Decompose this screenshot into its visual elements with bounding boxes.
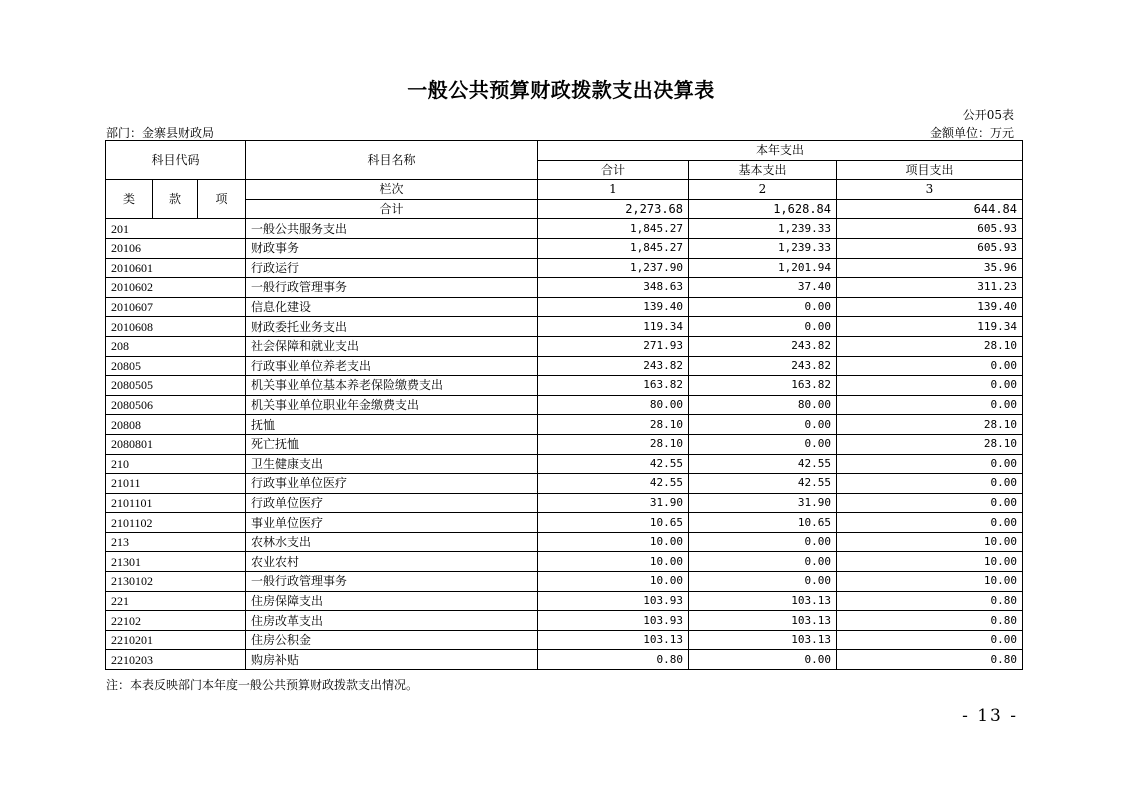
table-row bbox=[106, 513, 1023, 533]
row-total: 103.13 bbox=[538, 630, 689, 650]
row-basic: 0.00 bbox=[689, 434, 837, 454]
row-total: 119.34 bbox=[538, 317, 689, 337]
table-row bbox=[106, 278, 1023, 298]
row-basic: 0.00 bbox=[689, 532, 837, 552]
row-code: 201 bbox=[106, 219, 246, 239]
total-row-label: 合计 bbox=[246, 199, 538, 219]
row-total: 1,237.90 bbox=[538, 258, 689, 278]
row-project: 0.00 bbox=[837, 513, 1023, 533]
row-project: 35.96 bbox=[837, 258, 1023, 278]
table-row bbox=[106, 238, 1023, 258]
row-basic: 80.00 bbox=[689, 395, 837, 415]
row-code: 2010608 bbox=[106, 317, 246, 337]
table-note: 注：本表反映部门本年度一般公共预算财政拨款支出情况。 bbox=[106, 678, 419, 692]
row-basic: 37.40 bbox=[689, 278, 837, 298]
row-project: 605.93 bbox=[837, 219, 1023, 239]
row-code: 2210203 bbox=[106, 650, 246, 670]
total-row-basic: 1,628.84 bbox=[689, 199, 837, 219]
row-code: 213 bbox=[106, 532, 246, 552]
row-code: 210 bbox=[106, 454, 246, 474]
row-code: 2130102 bbox=[106, 572, 246, 592]
header-total: 合计 bbox=[538, 160, 689, 180]
row-basic: 0.00 bbox=[689, 297, 837, 317]
row-total: 10.00 bbox=[538, 552, 689, 572]
table-row bbox=[106, 219, 1023, 239]
form-number: 公开05表 bbox=[962, 108, 1014, 122]
row-total: 0.80 bbox=[538, 650, 689, 670]
row-basic: 0.00 bbox=[689, 572, 837, 592]
row-basic: 103.13 bbox=[689, 630, 837, 650]
expenditure-table bbox=[105, 140, 1023, 670]
row-code: 208 bbox=[106, 336, 246, 356]
row-code: 21011 bbox=[106, 474, 246, 494]
table-row bbox=[106, 356, 1023, 376]
row-total: 10.00 bbox=[538, 572, 689, 592]
row-project: 0.00 bbox=[837, 356, 1023, 376]
row-code: 2101102 bbox=[106, 513, 246, 533]
row-basic: 103.13 bbox=[689, 611, 837, 631]
row-basic: 1,239.33 bbox=[689, 219, 837, 239]
header-code: 科目代码 bbox=[106, 141, 246, 180]
row-project: 0.80 bbox=[837, 591, 1023, 611]
row-code: 2010601 bbox=[106, 258, 246, 278]
row-basic: 0.00 bbox=[689, 552, 837, 572]
row-total: 103.93 bbox=[538, 611, 689, 631]
table-header bbox=[106, 141, 1023, 219]
row-name: 行政单位医疗 bbox=[246, 493, 538, 513]
table-row bbox=[106, 415, 1023, 435]
row-basic: 0.00 bbox=[689, 317, 837, 337]
header-current-year: 本年支出 bbox=[538, 141, 1023, 161]
header-col-1: 1 bbox=[538, 180, 689, 200]
table-row bbox=[106, 297, 1023, 317]
table-row bbox=[106, 317, 1023, 337]
header-basic: 基本支出 bbox=[689, 160, 837, 180]
header-name: 科目名称 bbox=[246, 141, 538, 180]
row-total: 1,845.27 bbox=[538, 219, 689, 239]
header-lei: 类 bbox=[106, 180, 153, 219]
row-basic: 42.55 bbox=[689, 474, 837, 494]
row-total: 271.93 bbox=[538, 336, 689, 356]
row-basic: 31.90 bbox=[689, 493, 837, 513]
row-name: 事业单位医疗 bbox=[246, 513, 538, 533]
row-code: 21301 bbox=[106, 552, 246, 572]
row-project: 0.00 bbox=[837, 474, 1023, 494]
row-project: 10.00 bbox=[837, 532, 1023, 552]
row-project: 0.00 bbox=[837, 454, 1023, 474]
row-code: 22102 bbox=[106, 611, 246, 631]
row-basic: 1,201.94 bbox=[689, 258, 837, 278]
row-total: 243.82 bbox=[538, 356, 689, 376]
table-row bbox=[106, 650, 1023, 670]
row-project: 0.00 bbox=[837, 395, 1023, 415]
row-total: 10.65 bbox=[538, 513, 689, 533]
table-row bbox=[106, 434, 1023, 454]
row-total: 31.90 bbox=[538, 493, 689, 513]
row-code: 20106 bbox=[106, 238, 246, 258]
row-name: 财政事务 bbox=[246, 238, 538, 258]
row-name: 农业农村 bbox=[246, 552, 538, 572]
table-body bbox=[106, 219, 1023, 670]
row-code: 20808 bbox=[106, 415, 246, 435]
row-name: 一般公共服务支出 bbox=[246, 219, 538, 239]
row-total: 10.00 bbox=[538, 532, 689, 552]
row-total: 139.40 bbox=[538, 297, 689, 317]
header-xiang: 项 bbox=[198, 180, 246, 219]
row-name: 住房公积金 bbox=[246, 630, 538, 650]
table-row bbox=[106, 395, 1023, 415]
row-name: 死亡抚恤 bbox=[246, 434, 538, 454]
table-row bbox=[106, 474, 1023, 494]
row-project: 0.00 bbox=[837, 493, 1023, 513]
row-basic: 1,239.33 bbox=[689, 238, 837, 258]
total-row-total: 2,273.68 bbox=[538, 199, 689, 219]
row-name: 行政事业单位养老支出 bbox=[246, 356, 538, 376]
row-total: 80.00 bbox=[538, 395, 689, 415]
row-total: 28.10 bbox=[538, 434, 689, 454]
row-project: 0.00 bbox=[837, 376, 1023, 396]
page-number: - 13 - bbox=[962, 706, 1018, 726]
row-project: 0.80 bbox=[837, 611, 1023, 631]
row-project: 28.10 bbox=[837, 336, 1023, 356]
total-row-project: 644.84 bbox=[837, 199, 1023, 219]
row-basic: 103.13 bbox=[689, 591, 837, 611]
row-name: 一般行政管理事务 bbox=[246, 278, 538, 298]
row-project: 0.00 bbox=[837, 630, 1023, 650]
row-name: 卫生健康支出 bbox=[246, 454, 538, 474]
row-code: 2080506 bbox=[106, 395, 246, 415]
row-code: 221 bbox=[106, 591, 246, 611]
table-row bbox=[106, 493, 1023, 513]
page-title: 一般公共预算财政拨款支出决算表 bbox=[407, 78, 715, 102]
row-name: 一般行政管理事务 bbox=[246, 572, 538, 592]
header-project: 项目支出 bbox=[837, 160, 1023, 180]
row-code: 2080801 bbox=[106, 434, 246, 454]
row-total: 28.10 bbox=[538, 415, 689, 435]
row-project: 119.34 bbox=[837, 317, 1023, 337]
row-name: 抚恤 bbox=[246, 415, 538, 435]
table-row bbox=[106, 611, 1023, 631]
row-total: 42.55 bbox=[538, 474, 689, 494]
row-project: 605.93 bbox=[837, 238, 1023, 258]
department-label: 部门：金寨县财政局 bbox=[106, 126, 215, 140]
row-basic: 243.82 bbox=[689, 356, 837, 376]
row-name: 机关事业单位职业年金缴费支出 bbox=[246, 395, 538, 415]
header-col-2: 2 bbox=[689, 180, 837, 200]
row-name: 住房保障支出 bbox=[246, 591, 538, 611]
table-row bbox=[106, 376, 1023, 396]
row-basic: 42.55 bbox=[689, 454, 837, 474]
row-basic: 243.82 bbox=[689, 336, 837, 356]
row-project: 28.10 bbox=[837, 434, 1023, 454]
row-total: 348.63 bbox=[538, 278, 689, 298]
table-row bbox=[106, 572, 1023, 592]
table-row bbox=[106, 552, 1023, 572]
row-total: 103.93 bbox=[538, 591, 689, 611]
row-name: 机关事业单位基本养老保险缴费支出 bbox=[246, 376, 538, 396]
row-name: 行政运行 bbox=[246, 258, 538, 278]
row-project: 0.80 bbox=[837, 650, 1023, 670]
row-name: 农林水支出 bbox=[246, 532, 538, 552]
table-row bbox=[106, 532, 1023, 552]
row-project: 311.23 bbox=[837, 278, 1023, 298]
row-total: 42.55 bbox=[538, 454, 689, 474]
row-project: 139.40 bbox=[837, 297, 1023, 317]
table-row bbox=[106, 630, 1023, 650]
row-name: 信息化建设 bbox=[246, 297, 538, 317]
row-code: 2210201 bbox=[106, 630, 246, 650]
row-code: 20805 bbox=[106, 356, 246, 376]
row-project: 10.00 bbox=[837, 552, 1023, 572]
row-total: 1,845.27 bbox=[538, 238, 689, 258]
row-basic: 10.65 bbox=[689, 513, 837, 533]
row-basic: 163.82 bbox=[689, 376, 837, 396]
row-name: 购房补贴 bbox=[246, 650, 538, 670]
row-code: 2010607 bbox=[106, 297, 246, 317]
table-row bbox=[106, 454, 1023, 474]
row-code: 2101101 bbox=[106, 493, 246, 513]
table-row bbox=[106, 591, 1023, 611]
table-row bbox=[106, 258, 1023, 278]
row-name: 住房改革支出 bbox=[246, 611, 538, 631]
header-col-3: 3 bbox=[837, 180, 1023, 200]
amount-unit-label: 金额单位：万元 bbox=[929, 126, 1014, 140]
header-kuan: 款 bbox=[153, 180, 198, 219]
row-name: 社会保障和就业支出 bbox=[246, 336, 538, 356]
row-project: 28.10 bbox=[837, 415, 1023, 435]
row-basic: 0.00 bbox=[689, 650, 837, 670]
row-basic: 0.00 bbox=[689, 415, 837, 435]
row-name: 财政委托业务支出 bbox=[246, 317, 538, 337]
row-code: 2010602 bbox=[106, 278, 246, 298]
row-name: 行政事业单位医疗 bbox=[246, 474, 538, 494]
row-project: 10.00 bbox=[837, 572, 1023, 592]
row-code: 2080505 bbox=[106, 376, 246, 396]
table-row bbox=[106, 336, 1023, 356]
row-total: 163.82 bbox=[538, 376, 689, 396]
header-lanci: 栏次 bbox=[246, 180, 538, 200]
